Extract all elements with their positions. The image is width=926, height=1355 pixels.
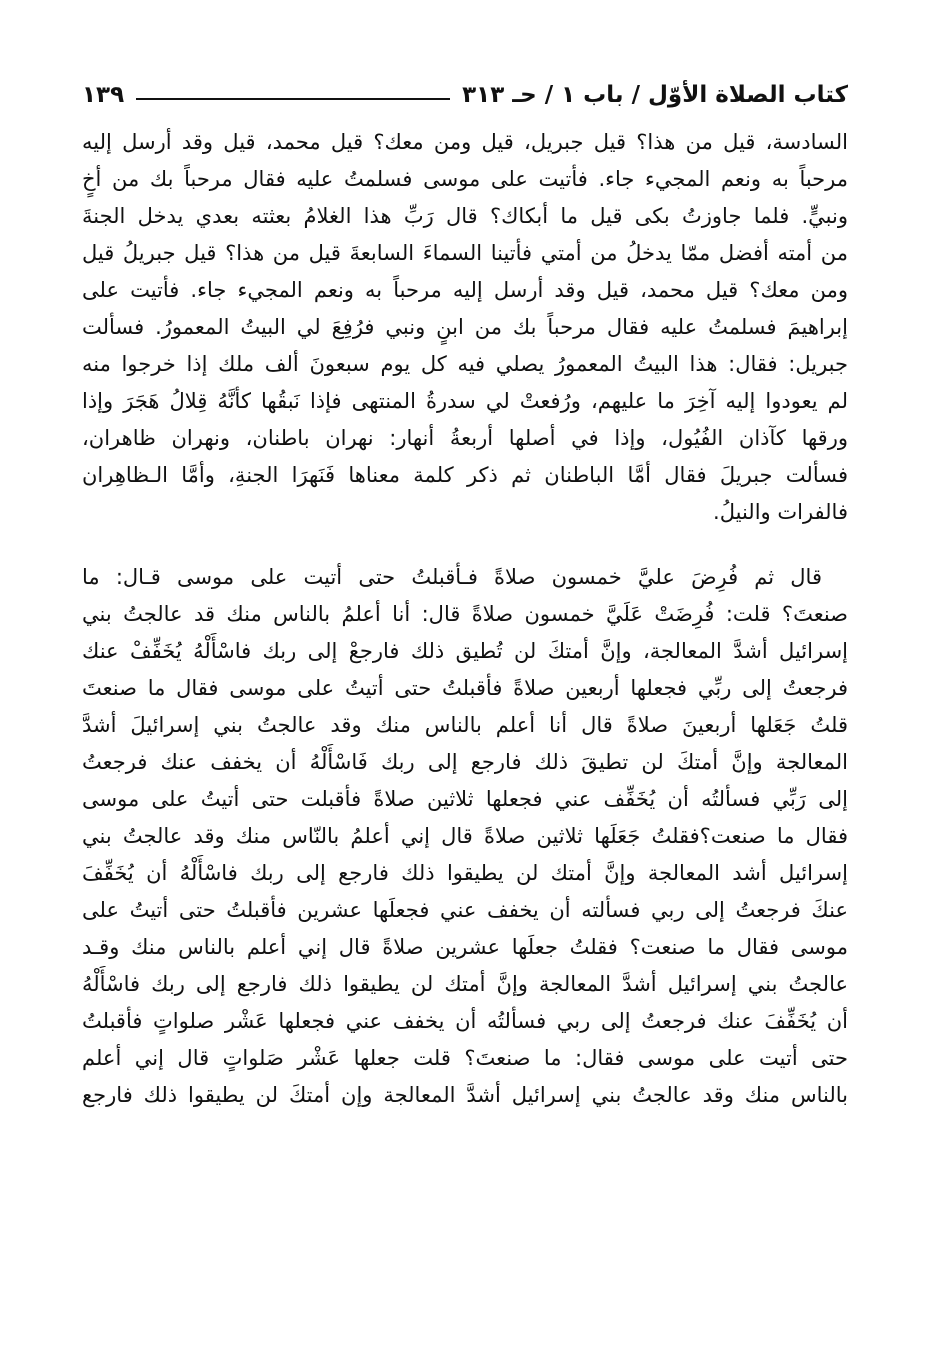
text-line: فرجعتُ إلى ربِّي فجعلها أربعين صلاةً فأقبلتُ حتى أتيتُ على موسى فقال ما صنعتَ [82,676,848,700]
text-line: صنعتَ؟ قلت: فُرِضَتْ عَلَيَّ خمسون صلاةً قال: أنا أعلمُ بالناس منك قد عالجتُ بني [82,602,848,626]
text-line: ونبيٍّ. فلما جاوزتُ بكى قيل ما أبكاك؟ قال رَبِّ هذا الغلامُ بعثته بعدي يدخل الجنةَ [82,204,848,228]
header-rule [136,98,450,100]
text-line: فقال ما صنعت؟فقلتُ جَعَلَها ثلاثين صلاةً قال إني أعلمُ بالنّاس منك وقد عالجتُ بني [82,824,848,848]
page-body [82,124,848,1114]
text-line: إسرائيل أشد المعالجة وإنَّ أمتك لن يطيقوا ذلك فارجع إلى ربك فاسْأَلْهُ أن يُخَفِّفَ [82,861,848,885]
text-line: قال ثم فُرِضَ عليَّ خمسون صلاةً فـأقبلتُ حتى أتيت على موسى قـال: ما [82,565,822,589]
paragraph-1 [82,124,848,531]
text-line: إلى رَبِّي فسألتُه أن يُخَفِّف عني فجعلها ثلاثين صلاةً فأقبلت حتى أتيتُ على موسى [82,787,848,811]
header-title: كتاب الصلاة الأوّل / باب ١ / حـ ٣١٣ [462,82,848,108]
text-line: من أمته أفضل ممّا يدخلُ من أمتي فأتينا السماءَ السابعةَ قيل من هذا؟ قيل جبريلُ قيل [82,241,848,265]
text-line: جبريل: فقال: هذا البيتُ المعمورُ يصلي فيه كل يوم سبعونَ ألف ملك إذا خرجوا منه [82,352,848,376]
text-line: ومن معك؟ قيل محمد، قيل وقد أرسل إليه مرحباً به ونعم المجيء جاء. فأتيت على [82,278,848,302]
text-line: السادسة، قيل من هذا؟ قيل جبريل، قيل ومن معك؟ قيل محمد، قيل وقد أرسل إليه [82,130,848,154]
text-line: إسرائيل أشدَّ المعالجة، وإنَّ أمتكَ لن تُطيق ذلك فارجعْ إلى ربك فاسْأَلْهُ يُخَفِّفْ عنك [82,639,848,663]
text-line: فالفرات والنيلُ. [713,500,848,524]
text-line: ورقها كآذان الفُيُول، وإذا في أصلها أربعةُ أنهار: نهران باطنان، ونهران ظاهران، [82,426,848,450]
paragraph-2 [82,559,848,1114]
text-line: بالناس منك وقد عالجتُ بني إسرائيل أشدَّ المعالجة وإن أمتكَ لن يطيقوا ذلك فارجع [82,1083,848,1107]
paragraph-gap [82,531,848,559]
text-line: فسألت جبريلَ فقال أمَّا الباطنان ثم ذكر كلمة معناها فَنَهرَا الجنةِ، وأمَّا الـظاهِران [82,463,848,487]
text-line: أن يُخَفِّفَ عنك فرجعتُ إلى ربي فسألتُه أن يخفف عني فجعلها عَشْر صلواتٍ فأقبلتُ [82,1009,848,1033]
text-line: مرحباً به ونعم المجيء جاء. فأتيت على موسى فسلمتُ عليه فقال مرحباً بك من أخٍ [82,167,848,191]
text-line: المعالجة وإنَّ أمتكَ لن تطيقَ ذلك فارجع إلى ربك فَاسْأَلْهُ أن يخفف عنك فرجعتُ [82,750,848,774]
page-number: ١٣٩ [82,82,125,108]
text-line: لم يعودوا إليه آخِرَ ما عليهم، ورُفعتْ لي سدرةُ المنتهى فإذا نَبقُها كأنَّهُ قِلالُ هَجَرَ وإذا [82,389,848,413]
text-line: عنكَ فرجعتُ إلى ربي فسألته أن يخفف عني فجعلَها عشرين فأقبلتُ حتى أتيتُ على [82,898,848,922]
text-line: قلتُ جَعَلها أربعينَ صلاةً قال أنا أعلم بالناس منك وقد عالجتُ بني إسرائيلَ أشدَّ [82,713,848,737]
text-line: موسى فقال ما صنعت؟ فقلتُ جعلَها عشرين صلاةً قال إني أعلم بالناس منك وقـد [82,935,848,959]
text-line: حتى أتيت على موسى فقال: ما صنعتَ؟ قلت جعلها عَشْر صَلواتٍ قال إني أعلم [82,1046,848,1070]
running-header [82,78,848,112]
text-line: إبراهيمَ فسلمتُ عليه فقال مرحباً بك من ابنٍ ونبي فرُفِعَ لي البيتُ المعمورُ. فسألت [82,315,848,339]
text-line: عالجتُ بني إسرائيل أشدَّ المعالجة وإنَّ أمتك لن يطيقوا ذلك فارجع إلى ربك فاسْأَلْهُ [82,972,848,996]
